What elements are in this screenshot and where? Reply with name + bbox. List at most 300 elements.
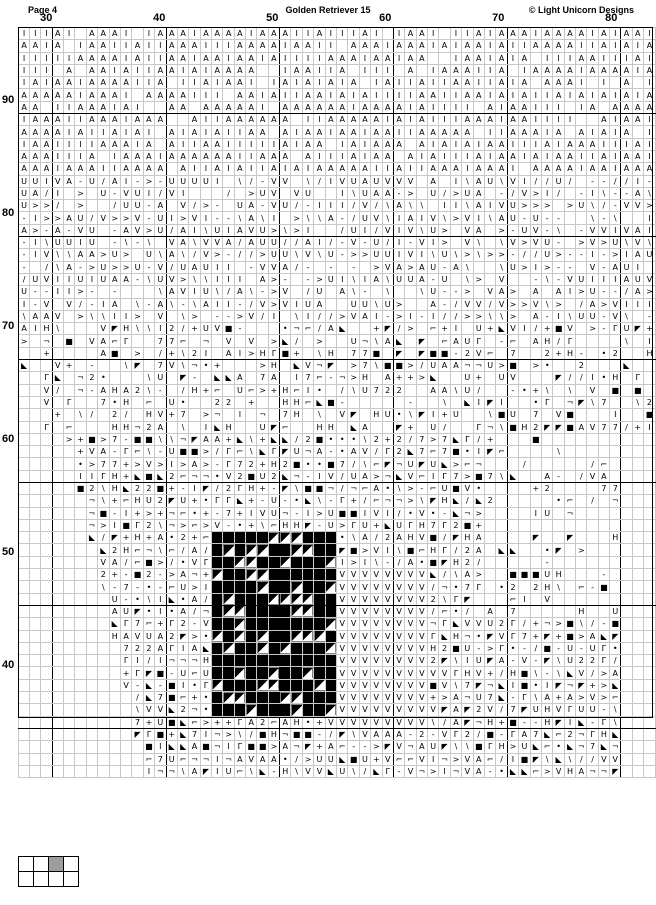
grid-cell: ¬: [462, 360, 473, 372]
grid-cell: \: [280, 224, 291, 236]
grid-row: [19, 728, 656, 740]
grid-cell: U: [257, 237, 268, 249]
grid-cell: -: [109, 507, 120, 519]
grid-cell: A: [462, 40, 473, 52]
grid-cell: [405, 138, 416, 150]
grid-cell: ◣: [212, 421, 223, 433]
grid-cell: [120, 347, 131, 359]
grid-cell: [359, 77, 370, 89]
grid-cell: V: [587, 237, 598, 249]
grid-cell: V: [416, 237, 427, 249]
grid-cell: A: [598, 64, 609, 76]
grid-cell: A: [473, 544, 484, 556]
grid-cell: A: [200, 52, 211, 64]
grid-cell: U: [200, 286, 211, 298]
grid-cell: A: [416, 273, 427, 285]
grid-cell: [632, 556, 643, 568]
grid-cell: [643, 482, 655, 494]
grid-cell: A: [371, 126, 382, 138]
grid-cell: U: [234, 384, 245, 396]
grid-cell: V: [359, 704, 370, 716]
grid-cell: [30, 261, 41, 273]
grid-cell: [30, 360, 41, 372]
grid-cell: •: [462, 446, 473, 458]
grid-cell: I: [542, 126, 553, 138]
grid-cell: [41, 753, 52, 765]
grid-cell: [576, 261, 587, 273]
grid-cell: -: [337, 212, 348, 224]
grid-cell: V: [166, 237, 177, 249]
grid-cell: >: [30, 224, 41, 236]
grid-cell: [632, 679, 643, 691]
grid-cell: I: [643, 212, 655, 224]
grid-cell: Γ: [450, 593, 461, 605]
grid-cell: [632, 667, 643, 679]
grid-cell: +: [132, 507, 143, 519]
grid-cell: >: [52, 212, 63, 224]
grid-cell: A: [382, 77, 393, 89]
grid-cell: A: [120, 273, 131, 285]
grid-cell: I: [576, 163, 587, 175]
row-label: 50: [2, 546, 15, 559]
grid-cell: [291, 544, 302, 556]
grid-cell: /: [337, 482, 348, 494]
grid-cell: A: [507, 28, 518, 40]
grid-cell: V: [564, 273, 575, 285]
grid-cell: I: [189, 28, 200, 40]
grid-cell: \: [177, 360, 188, 372]
grid-cell: [632, 593, 643, 605]
grid-cell: V: [337, 704, 348, 716]
grid-cell: [314, 544, 325, 556]
grid-cell: -: [212, 458, 223, 470]
grid-cell: U: [109, 249, 120, 261]
grid-cell: \: [348, 765, 359, 777]
grid-cell: [246, 642, 257, 654]
grid-cell: A: [632, 286, 643, 298]
grid-cell: A: [473, 175, 484, 187]
grid-cell: Γ: [98, 470, 109, 482]
grid-cell: I: [223, 138, 234, 150]
grid-cell: [530, 605, 541, 617]
grid-cell: A: [439, 40, 450, 52]
grid-cell: Γ: [132, 519, 143, 531]
grid-cell: >: [359, 544, 370, 556]
grid-cell: >: [109, 261, 120, 273]
grid-cell: ⌐: [337, 741, 348, 753]
grid-cell: I: [598, 52, 609, 64]
grid-cell: -: [553, 261, 564, 273]
grid-cell: A: [155, 298, 166, 310]
grid-cell: ¬: [280, 728, 291, 740]
grid-cell: H: [268, 458, 279, 470]
grid-cell: A: [371, 40, 382, 52]
grid-cell: [30, 642, 41, 654]
grid-cell: ◣: [280, 433, 291, 445]
grid-cell: H: [223, 421, 234, 433]
grid-cell: I: [576, 150, 587, 162]
grid-cell: [177, 114, 188, 126]
grid-cell: [314, 556, 325, 568]
grid-cell: A: [484, 138, 495, 150]
grid-cell: •: [405, 507, 416, 519]
grid-cell: Γ: [450, 728, 461, 740]
grid-cell: •: [553, 741, 564, 753]
grid-cell: A: [553, 64, 564, 76]
grid-cell: [52, 507, 63, 519]
grid-cell: [19, 753, 30, 765]
grid-cell: I: [564, 52, 575, 64]
grid-cell: -: [109, 446, 120, 458]
grid-cell: V: [416, 618, 427, 630]
grid-cell: [393, 150, 404, 162]
grid-cell: I: [337, 187, 348, 199]
grid-cell: H: [132, 495, 143, 507]
grid-cell: ■: [566, 631, 574, 641]
grid-cell: >: [177, 273, 188, 285]
grid-cell: >: [484, 249, 495, 261]
grid-cell: >: [246, 187, 257, 199]
grid-cell: A: [30, 150, 41, 162]
grid-cell: [632, 212, 643, 224]
grid-cell: ⌐: [212, 384, 223, 396]
grid-cell: >: [75, 187, 86, 199]
grid-cell: +: [393, 372, 404, 384]
grid-cell: A: [587, 298, 598, 310]
grid-cell: A: [200, 77, 211, 89]
grid-cell: I: [120, 507, 131, 519]
grid-cell: V: [314, 765, 325, 777]
grid-cell: [19, 347, 30, 359]
grid-cell: [246, 532, 257, 544]
grid-cell: A: [41, 163, 52, 175]
grid-cell: ◣: [155, 470, 166, 482]
grid-cell: \: [542, 273, 553, 285]
grid-cell: [553, 519, 564, 531]
grid-cell: [63, 470, 74, 482]
grid-cell: 2: [143, 421, 154, 433]
grid-cell: ◤: [439, 556, 450, 568]
grid-cell: H: [291, 716, 302, 728]
grid-cell: ¬: [610, 495, 621, 507]
grid-cell: [41, 741, 52, 753]
grid-cell: •: [337, 446, 348, 458]
grid-cell: A: [632, 52, 643, 64]
grid-cell: V: [382, 175, 393, 187]
grid-cell: >: [507, 310, 518, 322]
grid-cell: -: [598, 704, 609, 716]
grid-cell: A: [496, 52, 507, 64]
grid-cell: A: [268, 372, 279, 384]
grid-cell: A: [576, 138, 587, 150]
grid-cell: A: [337, 126, 348, 138]
grid-cell: A: [576, 52, 587, 64]
grid-cell: -: [507, 224, 518, 236]
grid-cell: [109, 667, 120, 679]
grid-cell: A: [212, 163, 223, 175]
grid-cell: ◣: [564, 741, 575, 753]
grid-cell: [325, 605, 336, 617]
grid-cell: •: [382, 482, 393, 494]
grid-cell: [598, 605, 609, 617]
grid-row: [19, 40, 656, 52]
grid-cell: A: [86, 163, 97, 175]
grid-cell: [52, 335, 63, 347]
grid-cell: ■: [88, 434, 96, 444]
grid-cell: >: [587, 323, 598, 335]
grid-cell: \: [177, 421, 188, 433]
grid-cell: ⌐: [166, 581, 177, 593]
grid-cell: U: [280, 249, 291, 261]
grid-cell: A: [189, 544, 200, 556]
grid-cell: A: [212, 52, 223, 64]
grid-cell: U: [325, 519, 336, 531]
grid-cell: [484, 593, 495, 605]
grid-cell: A: [86, 77, 97, 89]
grid-cell: I: [302, 114, 313, 126]
grid-cell: [75, 360, 86, 372]
grid-cell: I: [621, 298, 632, 310]
grid-cell: U: [325, 273, 336, 285]
grid-cell: [291, 175, 302, 187]
grid-cell: V: [621, 224, 632, 236]
grid-cell: /: [234, 237, 245, 249]
grid-cell: [155, 396, 166, 408]
grid-cell: ◣: [507, 470, 518, 482]
grid-cell: ■: [520, 570, 529, 580]
grid-cell: A: [643, 101, 655, 113]
grid-cell: A: [234, 52, 245, 64]
grid-cell: A: [484, 114, 495, 126]
grid-cell: V: [52, 360, 63, 372]
grid-cell: [462, 323, 473, 335]
grid-cell: ■: [429, 557, 437, 567]
grid-cell: U: [280, 200, 291, 212]
grid-cell: [302, 409, 313, 421]
grid-cell: /: [348, 458, 359, 470]
grid-cell: -: [530, 655, 541, 667]
grid-cell: I: [166, 458, 177, 470]
grid-cell: -: [393, 765, 404, 777]
grid-cell: A: [98, 384, 109, 396]
grid-cell: \: [371, 360, 382, 372]
grid-cell: V: [496, 200, 507, 212]
grid-cell: -: [576, 347, 587, 359]
grid-cell: [291, 704, 302, 716]
grid-cell: [325, 138, 336, 150]
grid-cell: I: [643, 28, 655, 40]
grid-cell: H: [462, 667, 473, 679]
grid-cell: /: [212, 446, 223, 458]
grid-cell: A: [166, 138, 177, 150]
grid-cell: U: [382, 409, 393, 421]
grid-cell: U: [587, 310, 598, 322]
grid-cell: U: [86, 175, 97, 187]
grid-cell: I: [484, 28, 495, 40]
grid-cell: \: [405, 409, 416, 421]
grid-cell: A: [109, 77, 120, 89]
grid-cell: [507, 446, 518, 458]
grid-cell: A: [189, 114, 200, 126]
grid-cell: I: [212, 273, 223, 285]
grid-cell: V: [371, 679, 382, 691]
grid-cell: I: [325, 28, 336, 40]
grid-cell: 7: [484, 470, 495, 482]
grid-cell: I: [109, 101, 120, 113]
grid-cell: A: [52, 77, 63, 89]
grid-cell: [621, 446, 632, 458]
grid-cell: +: [371, 323, 382, 335]
grid-cell: I: [143, 126, 154, 138]
grid-cell: I: [439, 101, 450, 113]
grid-cell: \: [587, 396, 598, 408]
grid-cell: \: [41, 237, 52, 249]
grid-cell: [52, 482, 63, 494]
grid-cell: \: [553, 655, 564, 667]
grid-cell: -: [86, 286, 97, 298]
grid-cell: [587, 446, 598, 458]
grid-cell: A: [155, 28, 166, 40]
grid-cell: •: [496, 581, 507, 593]
grid-cell: >: [405, 495, 416, 507]
grid-cell: I: [200, 163, 211, 175]
grid-cell: [268, 692, 279, 704]
grid-cell: Γ: [598, 642, 609, 654]
grid-cell: •: [189, 679, 200, 691]
grid-cell: A: [223, 64, 234, 76]
grid-row: [19, 642, 656, 654]
grid-cell: V: [359, 667, 370, 679]
grid-cell: V: [416, 593, 427, 605]
grid-cell: \: [530, 667, 541, 679]
grid-row: [19, 28, 656, 40]
grid-cell: ◣: [382, 519, 393, 531]
grid-cell: A: [212, 150, 223, 162]
grid-cell: V: [359, 618, 370, 630]
grid-cell: ■: [395, 361, 403, 371]
grid-cell: [507, 458, 518, 470]
grid-cell: I: [291, 52, 302, 64]
grid-cell: V: [405, 569, 416, 581]
grid-cell: \: [348, 728, 359, 740]
grid-cell: [234, 593, 245, 605]
grid-cell: [382, 347, 393, 359]
grid-cell: [291, 421, 302, 433]
grid-cell: A: [564, 64, 575, 76]
grid-cell: I: [348, 89, 359, 101]
grid-cell: [587, 114, 598, 126]
grid-row: [19, 261, 656, 273]
grid-cell: A: [189, 126, 200, 138]
grid-cell: ◣: [496, 544, 507, 556]
grid-cell: -: [280, 495, 291, 507]
grid-cell: I: [234, 347, 245, 359]
grid-cell: A: [86, 40, 97, 52]
grid-cell: /: [564, 175, 575, 187]
grid-cell: >: [200, 458, 211, 470]
grid-cell: +: [427, 692, 438, 704]
grid-cell: ◤: [382, 458, 393, 470]
grid-cell: V: [382, 667, 393, 679]
grid-cell: A: [52, 126, 63, 138]
grid-cell: U: [268, 495, 279, 507]
grid-cell: -: [530, 273, 541, 285]
grid-cell: [542, 372, 553, 384]
grid-cell: [564, 519, 575, 531]
grid-cell: 2: [427, 593, 438, 605]
grid-cell: [519, 372, 530, 384]
row-label: 70: [2, 320, 15, 333]
grid-cell: ⌐: [268, 519, 279, 531]
grid-cell: I: [359, 150, 370, 162]
grid-cell: ◣: [450, 507, 461, 519]
grid-cell: [291, 692, 302, 704]
grid-cell: I: [405, 77, 416, 89]
grid-cell: I: [610, 28, 621, 40]
grid-cell: [314, 532, 325, 544]
grid-cell: A: [257, 114, 268, 126]
grid-cell: ⌐: [268, 716, 279, 728]
grid-cell: A: [98, 52, 109, 64]
grid-cell: ⌐: [132, 556, 143, 568]
grid-cell: I: [120, 52, 131, 64]
grid-cell: ◣: [19, 360, 30, 372]
grid-cell: •: [542, 544, 553, 556]
grid-cell: V: [484, 704, 495, 716]
grid-cell: Γ: [382, 765, 393, 777]
grid-cell: ¬: [473, 458, 484, 470]
grid-cell: ◣: [177, 741, 188, 753]
grid-cell: V: [598, 224, 609, 236]
grid-cell: >: [109, 212, 120, 224]
grid-cell: ⌐: [177, 507, 188, 519]
grid-cell: [291, 642, 302, 654]
grid-cell: [257, 532, 268, 544]
grid-cell: ◣: [621, 360, 632, 372]
grid-cell: -: [598, 323, 609, 335]
grid-cell: A: [109, 605, 120, 617]
grid-cell: I: [234, 409, 245, 421]
grid-cell: [325, 655, 336, 667]
grid-cell: [212, 667, 223, 679]
grid-cell: I: [30, 212, 41, 224]
grid-cell: ◣: [280, 335, 291, 347]
grid-cell: A: [416, 138, 427, 150]
grid-cell: ■: [156, 484, 165, 494]
grid-cell: Γ: [507, 630, 518, 642]
grid-cell: I: [52, 101, 63, 113]
grid-cell: U: [348, 335, 359, 347]
grid-cell: >: [576, 237, 587, 249]
grid-cell: [519, 409, 530, 421]
grid-cell: \: [177, 765, 188, 777]
grid-cell: A: [132, 114, 143, 126]
grid-cell: \: [234, 175, 245, 187]
grid-cell: >: [427, 765, 438, 777]
grid-cell: +: [212, 716, 223, 728]
grid-cell: V: [246, 310, 257, 322]
grid-cell: I: [519, 40, 530, 52]
grid-cell: V: [564, 323, 575, 335]
grid-cell: ¬: [359, 335, 370, 347]
grid-cell: [576, 593, 587, 605]
grid-cell: A: [30, 77, 41, 89]
grid-cell: I: [212, 114, 223, 126]
grid-cell: U: [359, 519, 370, 531]
grid-cell: [473, 261, 484, 273]
grid-cell: I: [643, 138, 655, 150]
grid-cell: -: [542, 556, 553, 568]
